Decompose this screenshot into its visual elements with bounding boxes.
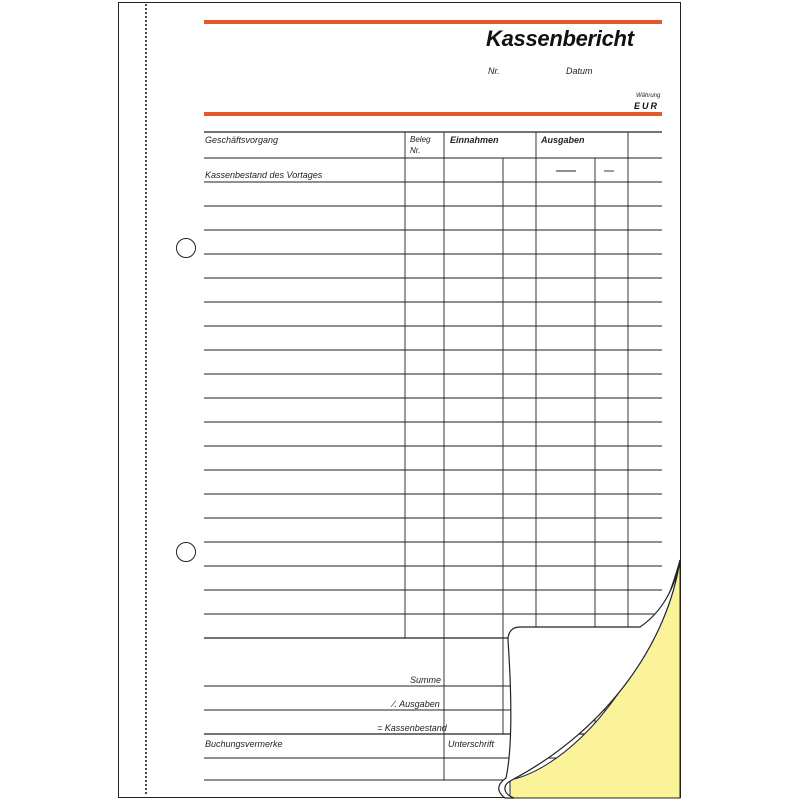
col-header-beleg: Beleg	[410, 135, 431, 144]
col-header-nr: Nr.	[410, 146, 421, 155]
col-header-geschaeftsvorgang: Geschäftsvorgang	[205, 135, 279, 145]
summe-label: Summe	[410, 675, 442, 685]
currency-value: EUR	[634, 101, 660, 111]
nr-label: Nr.	[488, 66, 500, 76]
row-kassenbestand-vortag: Kassenbestand des Vortages	[205, 170, 323, 180]
unterschrift-label: Unterschrift	[448, 739, 495, 749]
buchungsvermerke-label: Buchungsvermerke	[205, 739, 283, 749]
waehrung-label: Währung	[636, 93, 661, 99]
kassenbestand-label: = Kassenbestand	[377, 723, 447, 733]
form-title: Kassenbericht	[486, 26, 634, 51]
datum-label: Datum	[566, 66, 593, 76]
ausgaben-label: ⁄. Ausgaben	[393, 699, 440, 709]
col-header-ausgaben: Ausgaben	[541, 135, 585, 145]
col-header-einnahmen: Einnahmen	[450, 135, 499, 145]
